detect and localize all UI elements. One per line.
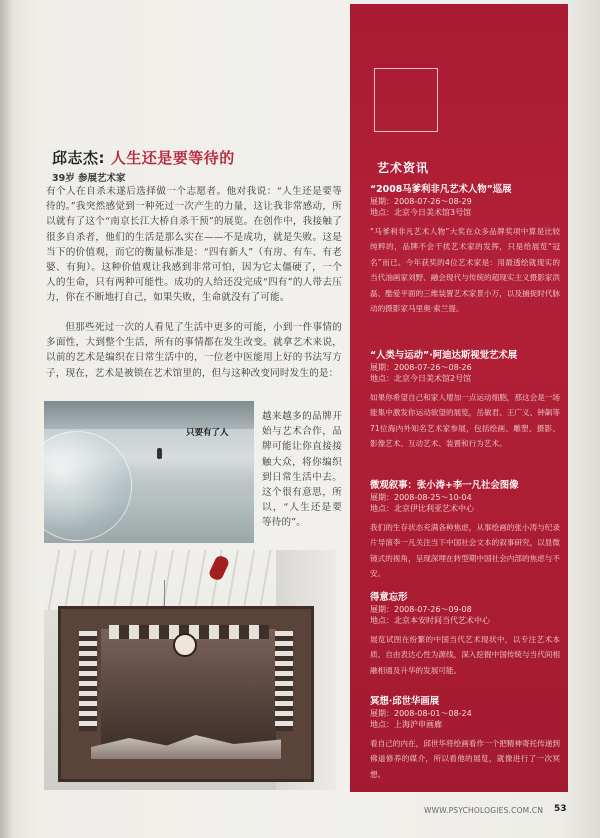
event-description: 我们的生存状态充满各种焦虑，从事绘画的张小涛与纪录片导演李一凡关注当下中国社会文本的叙事研究，以显微镜式的视角，呈现深埋在转型期中国社会内部的焦虑与不安。 (370, 523, 560, 579)
headline-subtitle: 人生还是要等待的 (110, 149, 235, 167)
event-title: 微观叙事：张小涛+李一凡社会图像 (370, 480, 519, 491)
wall-sign-text: 只要有了人 (186, 428, 229, 438)
event-4 (370, 592, 560, 678)
event-description: “马爹利非凡艺术人物”大奖在众多品牌奖项中算是比较纯粹的，品牌不会干扰艺术家的发挥，只是给展览“冠名”而已。今年获奖的4位艺术家是：用最透绘就现实的当代油画家刘野、融会现代与传统的超现实主义摄影家洪磊、酷爱平面的三维装置艺术家景小万，以及捕捉时代脉动的摄影家马里奥·索兰提。 (370, 227, 560, 314)
paragraph-2: 但那些死过一次的人看见了生活中更多的可能，小到一件事情的多面性，大到整个生活，所有的事情都在发生改变。就拿艺术来说，以前的艺术是编织在日常生活中的，一位老中医能用上好的书法写方子，现在，艺术是被锁在艺术馆里的，但与这种改变同时发生的是： (46, 322, 342, 379)
event-dates: 展期：2008-08-25～10-04 (370, 493, 472, 502)
event-dates: 展期：2008-08-01～08-24 (370, 709, 472, 718)
art-news-panel (350, 4, 568, 792)
event-dates: 展期：2008-07-26～08-29 (370, 197, 472, 206)
event-venue: 地点：上海沪申画廊 (370, 720, 442, 729)
event-1 (370, 184, 560, 316)
article-headline (52, 147, 342, 168)
event-description: 展览试图在纷繁的中国当代艺术现状中，以专注艺术本质、自由表达心性为源线，深入挖掘中国传统与当代间相融相通及升华的发展可能。 (370, 635, 560, 675)
author-line: 39岁 参展艺术家 (52, 173, 126, 184)
photo1-ceiling (44, 401, 254, 429)
event-venue: 地点：北京伊比利亚艺术中心 (370, 504, 474, 513)
section-title: 艺术资讯 (377, 161, 430, 175)
page-number: 53 (554, 804, 567, 814)
event-venue: 地点：北京今日美术馆3号馆 (370, 208, 472, 217)
event-title: “人类与运动”·阿迪达斯视觉艺术展 (370, 350, 518, 361)
headline-name: 邱志杰 (52, 149, 99, 167)
right-column (275, 631, 293, 731)
website-footer: WWW.PSYCHOLOGIES.COM.CN (424, 806, 544, 815)
left-column (79, 631, 97, 731)
event-title: 冥想·邱世华画展 (370, 696, 440, 707)
event-title: “2008马爹利非凡艺术人物”巡展 (370, 184, 512, 195)
event-venue: 地点：北京本安时间当代艺术中心 (370, 616, 490, 625)
event-dates: 展期：2008-07-26～09-08 (370, 605, 472, 614)
event-venue: 地点：北京今日美术馆2号馆 (370, 374, 472, 383)
installation-photo-2 (44, 550, 336, 790)
event-title: 得意忘形 (370, 592, 408, 603)
event-description: 如果你希望自己和家人增加一点运动细胞，那这会是一场能集中激发你运动欲望的展览，岳敏君、王广义、钟飙等71位海内外知名艺术家参展，包括绘画、雕塑、摄影、影像艺术、互动艺术、装置和行为艺术。 (370, 393, 560, 449)
section-badge (374, 68, 438, 175)
event-description: 看自己的内在，邱世华将绘画看作一个把精神寄托传递到佛道修养的媒介，所以看他的展览，就像进行了一次冥想。 (370, 739, 560, 779)
paragraph-3: 越来越多的品牌开始与艺术合作，品牌可能让你直接接触大众，将你编织到日常生活中去。这个很有意思，所以，“人生还是要等待的”。 (262, 411, 342, 529)
event-dates: 展期：2008-07-26～08-26 (370, 363, 472, 372)
event-5 (370, 696, 560, 782)
paragraph-1: 有个人在自杀未遂后选择做一个志愿者。他对我说：“人生还是要等待的。”我突然感觉到一种死过一次产生的力量，这让我非常感动，所以就有了这个“南京长江大桥自杀干预”的展览。在创作中，我接触了很多自杀者，他们的生活是那么实在——不是成功，就是失败。这是当下的价值观，而它的衡量标准是：“四有新人”（有房、有车、有老婆、有狗）。这种价值观让我感到非常可怕，因为它太僵硬了，一个人的生命，只有两种可能性。成功的人给还没完成“四有”的人带去压力，你在不断地打自己，如果失败，生命就没有了可能。 (46, 186, 342, 304)
event-2 (370, 350, 560, 452)
stage-frame-artwork (58, 606, 314, 782)
event-3 (370, 480, 560, 582)
standing-figure (157, 448, 162, 459)
emblem (173, 633, 197, 657)
installation-photo-1 (44, 401, 254, 543)
headline-colon: : (98, 149, 111, 167)
